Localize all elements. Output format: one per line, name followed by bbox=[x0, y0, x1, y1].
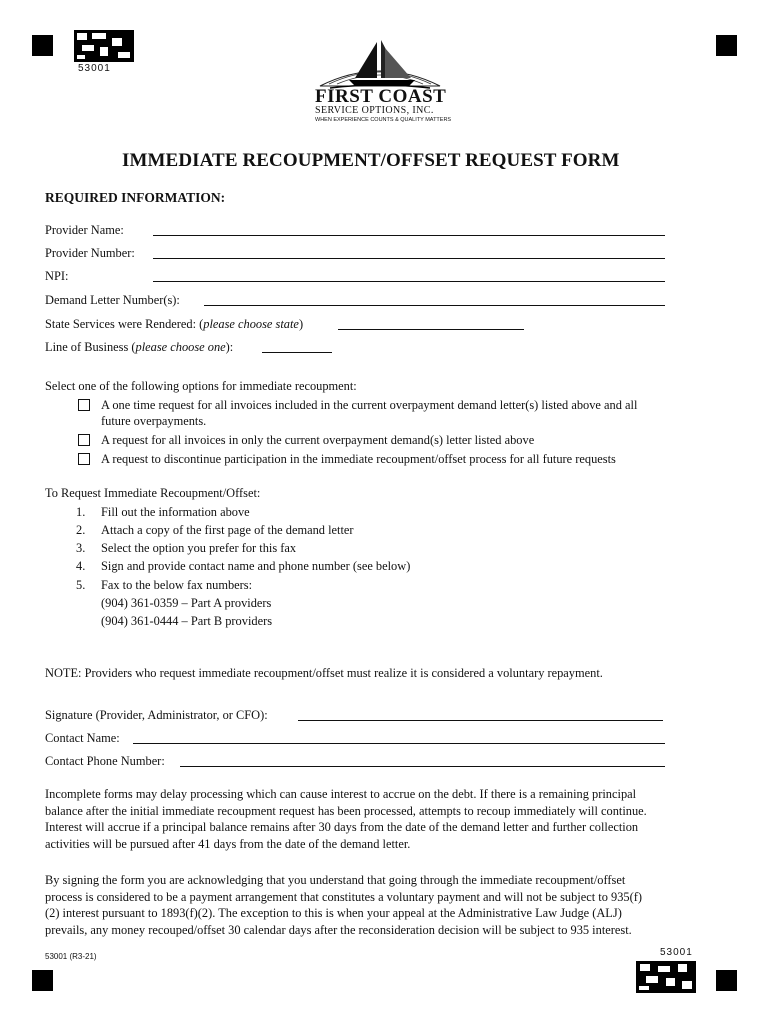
contact-name-field[interactable] bbox=[133, 731, 665, 744]
option-1-text-line2: future overpayments. bbox=[101, 414, 207, 428]
fax-number-part-b: (904) 361-0444 – Part B providers bbox=[101, 614, 273, 628]
paragraph-line: (2) interest pursuant to 1893(f)(2). The exception to this is when your appeal at the Administrative Law Judge (ALJ) bbox=[45, 906, 622, 920]
contact-phone-field[interactable] bbox=[180, 754, 665, 767]
step-number: 5. bbox=[76, 578, 86, 592]
form-title: IMMEDIATE RECOUPMENT/OFFSET REQUEST FORM bbox=[122, 150, 620, 171]
barcode-top bbox=[74, 30, 134, 62]
step-number: 2. bbox=[76, 523, 86, 537]
line-of-business-label bbox=[45, 339, 233, 355]
logo-tagline: WHEN EXPERIENCE COUNTS & QUALITY MATTERS bbox=[315, 117, 452, 123]
contact-name-label: Contact Name: bbox=[45, 731, 120, 745]
state-label bbox=[45, 316, 303, 332]
paragraph-line: balance after the initial immediate recoupment request has been processed, attempts to recoup immediately will continue. bbox=[45, 803, 647, 818]
paragraph-line: process is considered to be a payment arrangement that constitutes a voluntary payment and will not be subject to 935(f) bbox=[45, 889, 642, 904]
step-text: Attach a copy of the first page of the demand letter bbox=[101, 523, 354, 537]
option-1-checkbox[interactable] bbox=[78, 399, 90, 411]
step-text: Sign and provide contact name and phone number (see below) bbox=[101, 559, 411, 573]
provider-number-field[interactable] bbox=[153, 246, 665, 259]
revision-code: 53001 (R3-21) bbox=[45, 952, 97, 961]
step-number: 1. bbox=[76, 505, 86, 519]
option-2-text: A request for all invoices in only the current overpayment demand(s) letter listed above bbox=[101, 433, 535, 447]
provider-name-field[interactable] bbox=[153, 223, 665, 236]
paragraph-line: By signing the form you are acknowledging that you understand that going through the immediate recoupment/offset bbox=[45, 873, 626, 887]
logo-subtitle: SERVICE OPTIONS, INC. bbox=[315, 105, 434, 116]
option-3-text: A request to discontinue participation in the immediate recoupment/offset process for all future requests bbox=[101, 452, 616, 466]
npi-field[interactable] bbox=[153, 269, 665, 282]
step-text: Fax to the below fax numbers: bbox=[101, 578, 253, 592]
step-text: Fill out the information above bbox=[101, 505, 250, 519]
line-of-business-select[interactable] bbox=[262, 340, 332, 353]
logo-name: FIRST COAST bbox=[315, 86, 447, 107]
paragraph-line: activities will be pursued after 41 days from the date of the demand letter. bbox=[45, 836, 411, 851]
paragraph-line: Interest will accrue if a principal balance remains after 30 days from the date of the demand letter and further collection bbox=[45, 820, 639, 834]
state-select[interactable] bbox=[338, 317, 524, 330]
sailboat-logo-icon bbox=[315, 38, 445, 90]
paragraph-line: Incomplete forms may delay processing which can cause interest to accrue on the debt. If there is a remaining principal bbox=[45, 787, 637, 801]
steps-intro: To Request Immediate Recoupment/Offset: bbox=[45, 486, 261, 500]
company-logo bbox=[305, 38, 465, 130]
step-text: Select the option you prefer for this fax bbox=[101, 541, 297, 555]
state-label-hint: please choose state bbox=[203, 317, 299, 331]
required-heading: REQUIRED INFORMATION: bbox=[45, 190, 226, 205]
state-label-prefix: State Services were Rendered: ( bbox=[45, 317, 204, 331]
form-code-top: 53001 bbox=[78, 63, 111, 74]
form-code-bottom: 53001 bbox=[660, 947, 693, 958]
step-number: 4. bbox=[76, 559, 86, 573]
npi-label: NPI: bbox=[45, 269, 69, 283]
option-3-checkbox[interactable] bbox=[78, 453, 90, 465]
signature-field[interactable] bbox=[298, 708, 663, 721]
interest-paragraph bbox=[45, 786, 647, 852]
registration-mark-top-right bbox=[716, 35, 737, 56]
lob-label-prefix: Line of Business ( bbox=[45, 340, 136, 354]
provider-name-label: Provider Name: bbox=[45, 223, 124, 237]
fax-number-part-a: (904) 361-0359 – Part A providers bbox=[101, 596, 272, 610]
state-label-suffix: ) bbox=[298, 317, 304, 331]
voluntary-repayment-note: NOTE: Providers who request immediate recoupment/offset must realize it is considered a voluntary repayment. bbox=[45, 666, 603, 680]
options-intro: Select one of the following options for immediate recoupment: bbox=[45, 379, 357, 393]
registration-mark-bottom-left bbox=[32, 970, 53, 991]
registration-mark-top-left bbox=[32, 35, 53, 56]
paragraph-line: prevails, any money recouped/offset 30 calendar days after the reconsideration decision will be subject to 935 interest. bbox=[45, 922, 632, 937]
lob-label-suffix: ): bbox=[225, 340, 234, 354]
signature-label: Signature (Provider, Administrator, or CFO): bbox=[45, 708, 268, 722]
barcode-bottom bbox=[636, 961, 696, 993]
option-1-text-line1: A one time request for all invoices included in the current overpayment demand letter(s) listed above and all bbox=[101, 398, 638, 412]
contact-phone-label: Contact Phone Number: bbox=[45, 754, 165, 768]
lob-label-hint: please choose one bbox=[135, 340, 226, 354]
acknowledgement-paragraph bbox=[45, 872, 642, 938]
demand-letter-label: Demand Letter Number(s): bbox=[45, 293, 180, 307]
option-2-checkbox[interactable] bbox=[78, 434, 90, 446]
provider-number-label: Provider Number: bbox=[45, 246, 135, 260]
demand-letter-field[interactable] bbox=[204, 293, 665, 306]
step-number: 3. bbox=[76, 541, 86, 555]
registration-mark-bottom-right bbox=[716, 970, 737, 991]
